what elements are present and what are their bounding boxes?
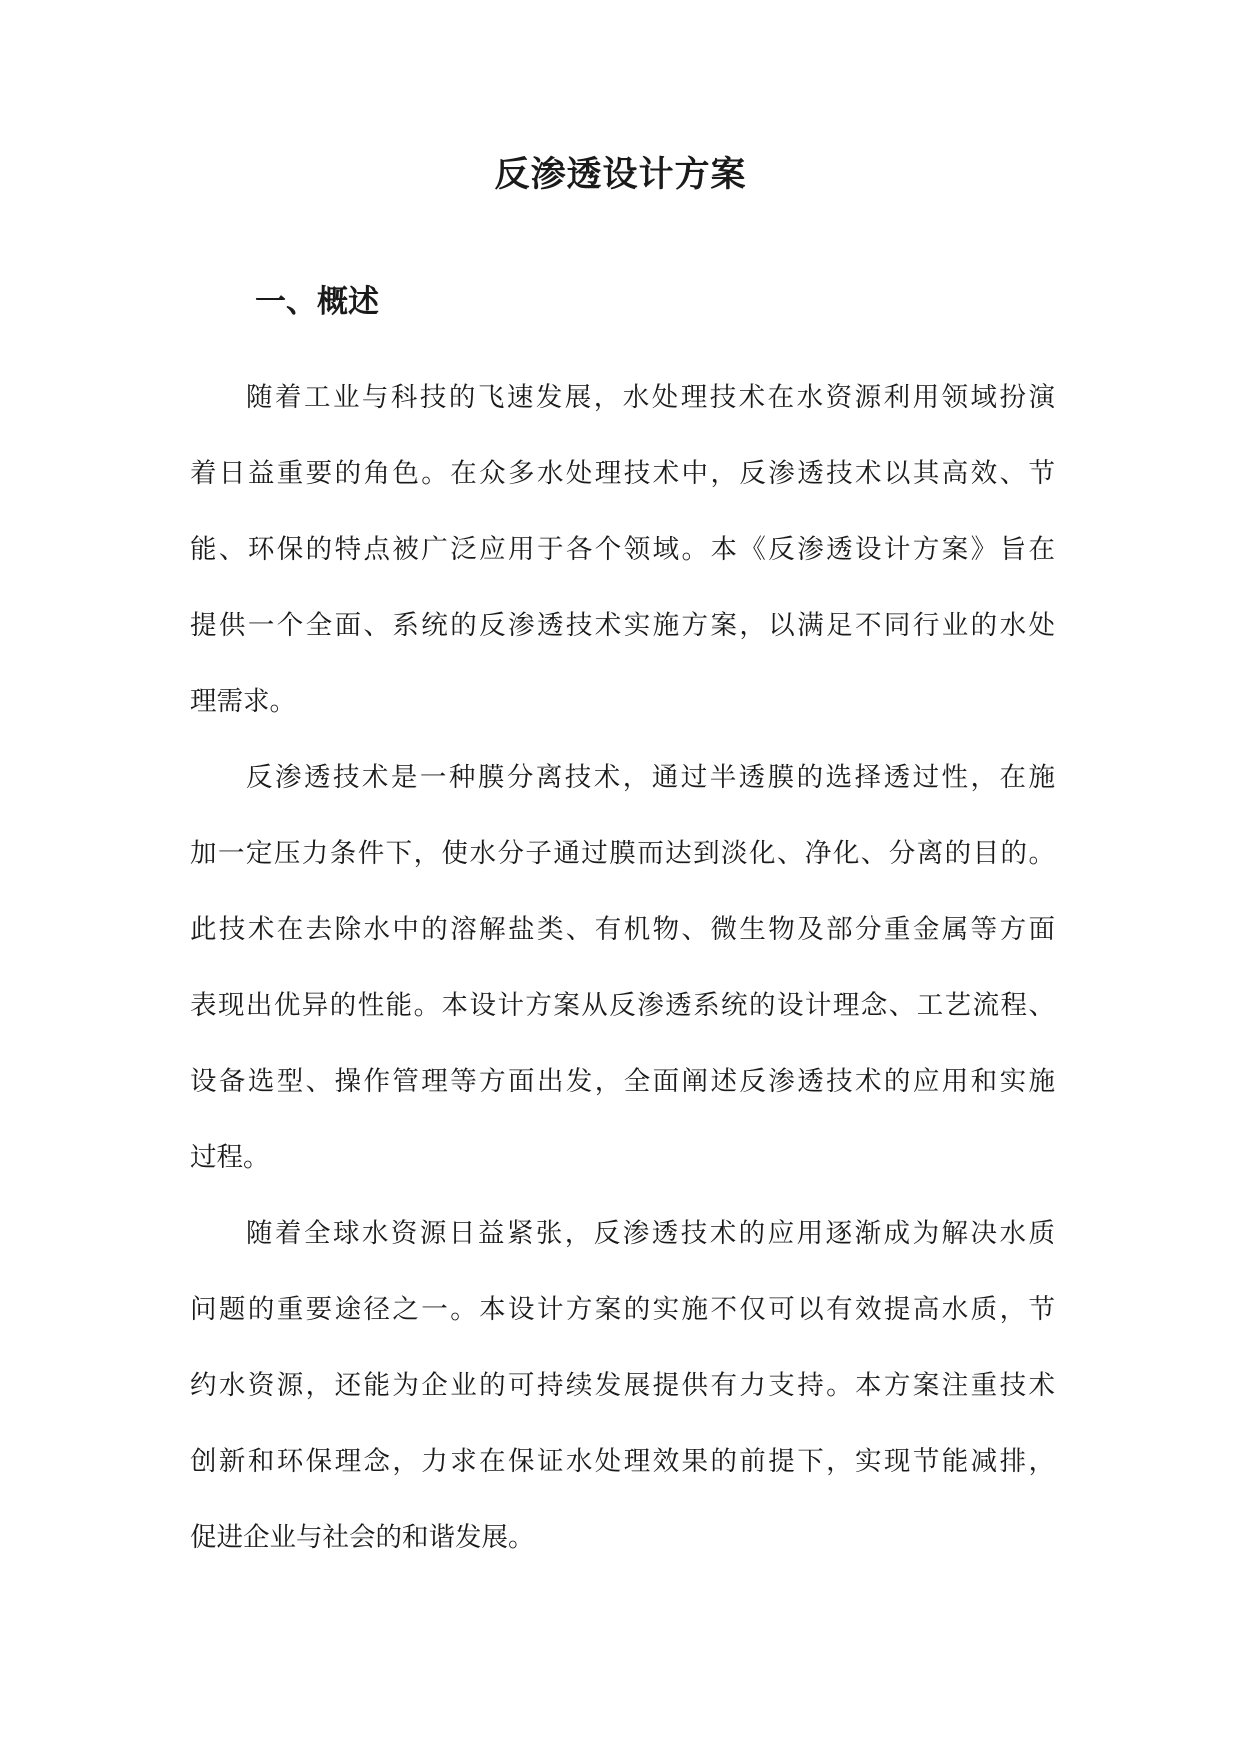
section-heading: 一、概述: [255, 284, 379, 320]
paragraph-line: 能、环保的特点被广泛应用于各个领域。本《反渗透设计方案》旨在: [190, 534, 1055, 565]
paragraph-line: 此技术在去除水中的溶解盐类、有机物、微生物及部分重金属等方面: [190, 914, 1055, 945]
paragraph-line: 随着工业与科技的飞速发展，水处理技术在水资源利用领域扮演: [246, 382, 1055, 413]
paragraph-line: 促进企业与社会的和谐发展。: [190, 1522, 535, 1553]
paragraph-line: 创新和环保理念，力求在保证水处理效果的前提下，实现节能减排，: [190, 1446, 1055, 1477]
paragraph-2: [190, 740, 1055, 1196]
paragraph-line: 设备选型、操作管理等方面出发，全面阐述反渗透技术的应用和实施: [190, 1066, 1055, 1097]
paragraph-line: 随着全球水资源日益紧张，反渗透技术的应用逐渐成为解决水质: [246, 1218, 1055, 1249]
document-title: 反渗透设计方案: [494, 154, 747, 195]
paragraph-line: 着日益重要的角色。在众多水处理技术中，反渗透技术以其高效、节: [190, 458, 1055, 489]
paragraph-line: 表现出优异的性能。本设计方案从反渗透系统的设计理念、工艺流程、: [190, 990, 1055, 1021]
paragraph-line: 问题的重要途径之一。本设计方案的实施不仅可以有效提高水质，节: [190, 1294, 1055, 1325]
paragraph-line: 理需求。: [190, 686, 296, 717]
paragraph-line: 过程。: [190, 1142, 270, 1173]
paragraph-line: 加一定压力条件下，使水分子通过膜而达到淡化、净化、分离的目的。: [190, 838, 1055, 869]
paragraph-line: 约水资源，还能为企业的可持续发展提供有力支持。本方案注重技术: [190, 1370, 1055, 1401]
paragraph-line: 反渗透技术是一种膜分离技术，通过半透膜的选择透过性，在施: [246, 762, 1055, 793]
paragraph-line: 提供一个全面、系统的反渗透技术实施方案，以满足不同行业的水处: [190, 610, 1055, 641]
paragraph-1: [190, 360, 1055, 740]
paragraph-3: [190, 1196, 1055, 1576]
